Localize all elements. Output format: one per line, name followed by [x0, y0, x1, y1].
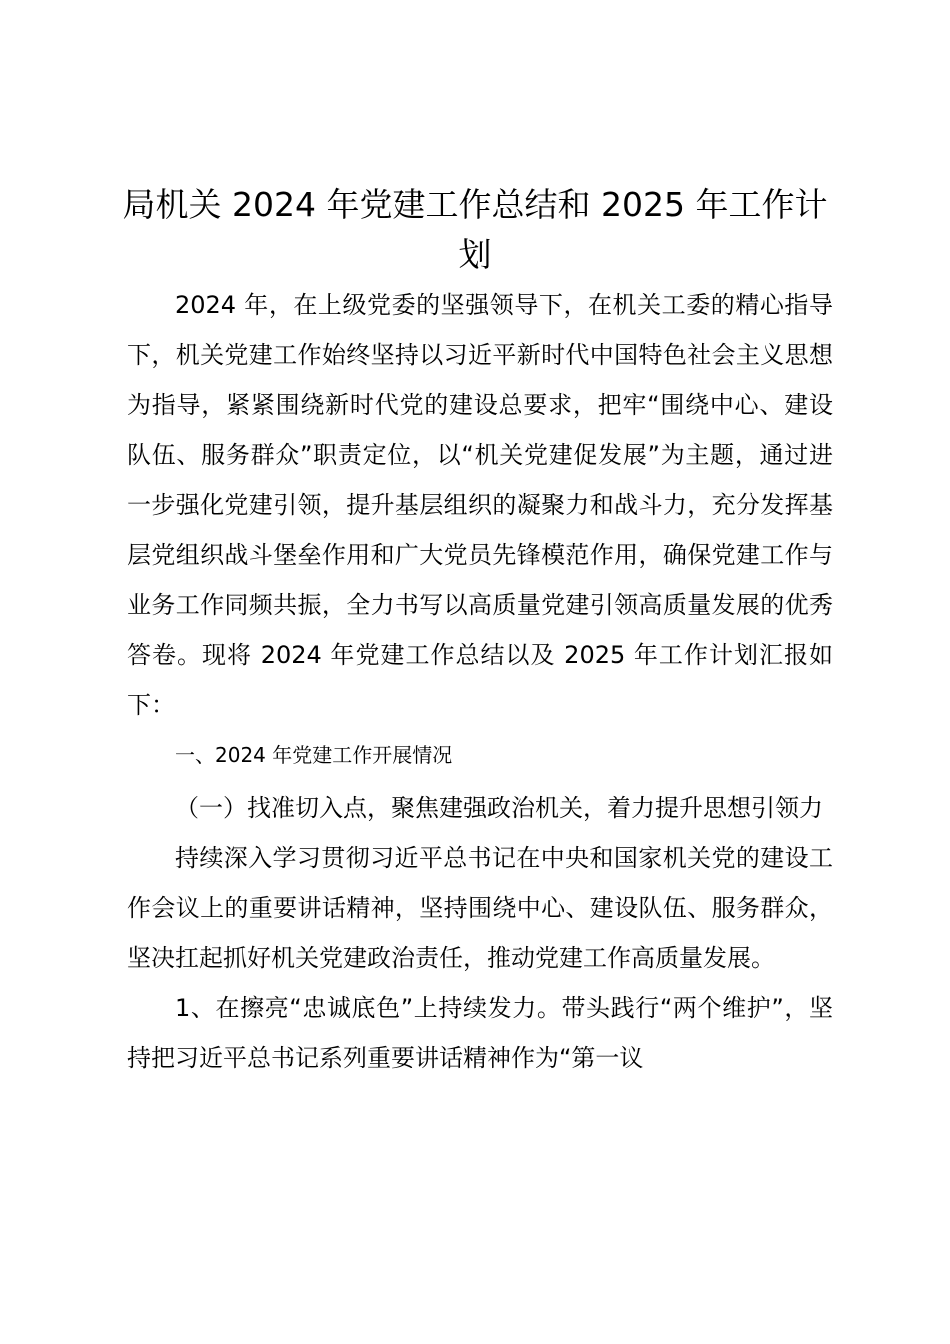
- numbered-paragraph: 1、在擦亮“忠诚底色”上持续发力。带头践行“两个维护”，坚持把习近平总书记系列重要讲话精神作为“第一议: [127, 994, 833, 1072]
- intro-paragraph: 2024 年，在上级党委的坚强领导下，在机关工委的精心指导下，机关党建工作始终坚持以习近平新时代中国特色社会主义思想为指导，紧紧围绕新时代党的建设总要求，把牢“围绕中心、建设队伍、服务群众”职责定位，以“机关党建促发展”为主题，通过进一步强化党建引领，提升基层组织的凝聚力和战斗力，充分发挥基层党组织战斗堡垒作用和广大党员先锋模范作用，确保党建工作与业务工作同频共振，全力书写以高质量党建引领高质量发展的优秀答卷。现将 2024 年党建工作总结以及 2025 年工作计划汇报如下：: [127, 291, 833, 719]
- subsection-heading: （一）找准切入点，聚焦建强政治机关，着力提升思想引领力: [175, 794, 823, 822]
- document-title: 局机关 2024 年党建工作总结和 2025 年工作计划: [122, 185, 828, 274]
- document-body: [127, 280, 833, 1083]
- body-paragraph: 持续深入学习贯彻习近平总书记在中央和国家机关党的建设工作会议上的重要讲话精神，坚持围绕中心、建设队伍、服务群众，坚决扛起抓好机关党建政治责任，推动党建工作高质量发展。: [127, 844, 833, 972]
- section-heading: 一、2024 年党建工作开展情况: [175, 743, 453, 767]
